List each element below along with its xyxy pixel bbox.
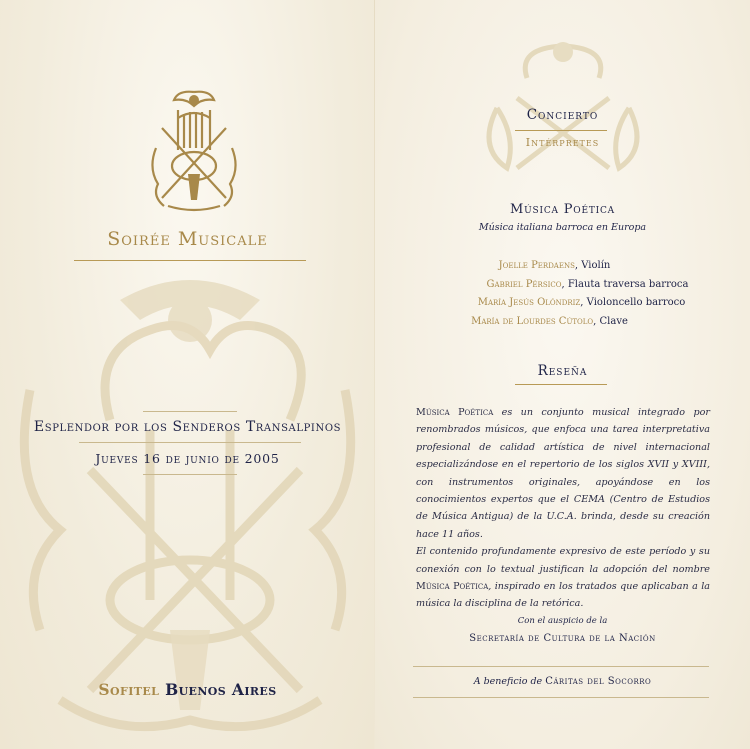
subtitle-rule-bottom xyxy=(143,474,237,475)
review-rule xyxy=(515,384,607,385)
performer-4 xyxy=(375,316,750,327)
review-text-1: es un conjunto musical integrado por renombrados músicos, que enfoca una tarea interpretativa profesional de calidad artística de nivel internacional especializándose en el repertorio de los siglos XVII y XVIII, con instrumentos originales, apoyándose en los conocimientos expertos que el CEMA (Centro de Estudios de Música Antigua) de la U.C.A. brinda, desde su creación hace 11 años. xyxy=(416,407,710,540)
auspice-label: Con el auspicio de la xyxy=(517,616,608,626)
right-panel xyxy=(375,0,750,749)
benefit-rule-bottom xyxy=(413,697,709,698)
sponsor-logo xyxy=(0,680,375,699)
performer-name: María Jesús Olóndriz xyxy=(477,297,581,308)
performer-name: Gabriel Pérsico xyxy=(486,279,562,290)
performer-1 xyxy=(375,260,750,271)
title-rule xyxy=(74,260,306,261)
review-title: Reseña xyxy=(537,363,588,379)
ensemble-name: Música Poética xyxy=(510,202,615,217)
event-title: Soirée Musicale xyxy=(107,228,268,250)
benefit-rule-top xyxy=(413,666,709,667)
crest-emblem xyxy=(148,88,240,212)
event-subtitle: Esplendor por los Senderos Transalpinos xyxy=(33,419,342,435)
performer-2 xyxy=(425,279,750,290)
review-ensemble-name: Música Poética xyxy=(416,407,494,418)
section-title: Concierto xyxy=(526,107,599,123)
sponsor-brand: Sofitel xyxy=(98,680,160,699)
auspice-organization: Secretaría de Cultura de la Nación xyxy=(469,633,656,644)
subtitle-rule-mid xyxy=(79,442,301,443)
performer-name: María de Lourdes Cútolo xyxy=(471,316,594,327)
review-ensemble-name-2: Música Poética xyxy=(416,581,489,593)
review-text-2a: El contenido profundamente expresivo de este período y su conexión con lo textual justifican la adopción del nombre xyxy=(416,546,710,575)
sponsor-city: Buenos Aires xyxy=(165,680,277,699)
performer-role: , Violoncello barroco xyxy=(580,297,686,308)
benefit-label: A beneficio de xyxy=(473,676,546,687)
performer-role: , Violín xyxy=(574,260,611,271)
performer-role: , Clave xyxy=(593,316,628,327)
section-subtitle: Intérpretes xyxy=(525,136,600,149)
review-body xyxy=(416,404,710,613)
performer-name: Joelle Perdaens xyxy=(498,260,575,271)
event-date: Jueves 16 de junio de 2005 xyxy=(95,451,280,466)
crest-watermark xyxy=(0,270,375,749)
performer-3 xyxy=(413,297,750,308)
review-paragraph-2 xyxy=(416,543,710,613)
review-text-2b: , inspirado en los tratados que aplicaban a la música la disciplina de la retórica. xyxy=(416,581,710,610)
ensemble-description: Música italiana barroca en Europa xyxy=(478,222,647,233)
subtitle-rule-top xyxy=(143,411,237,412)
benefit-line xyxy=(375,676,750,687)
performer-role: , Flauta traversa barroca xyxy=(561,279,689,290)
review-paragraph-1 xyxy=(416,404,710,543)
benefit-organization: Cáritas del Socorro xyxy=(545,676,652,687)
section-rule xyxy=(515,130,607,131)
